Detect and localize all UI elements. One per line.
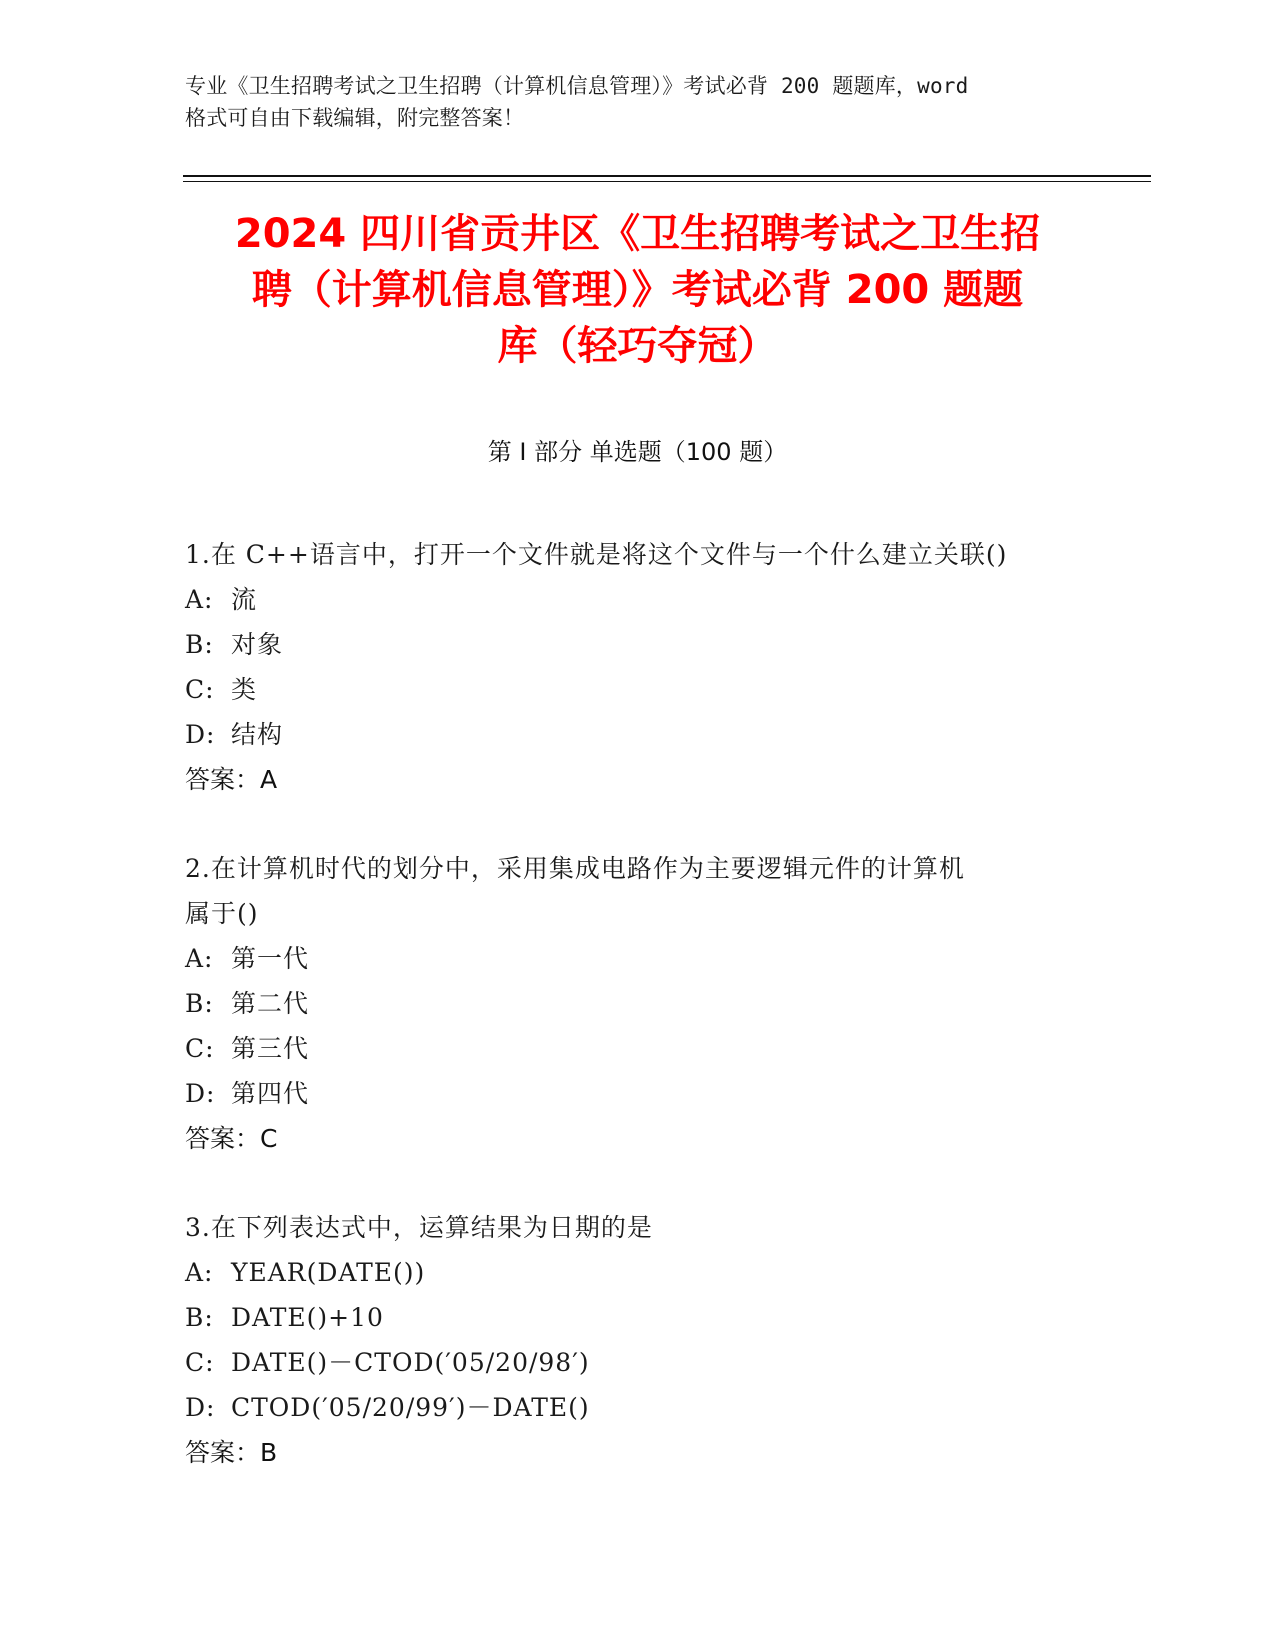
title-line: 2024 四川省贡井区《卫生招聘考试之卫生招 <box>234 211 1041 257</box>
header-note <box>185 70 1085 134</box>
question-stem-line: 1.在 C++语言中，打开一个文件就是将这个文件与一个什么建立关联() <box>185 540 1008 569</box>
question-stem-line: 2.在计算机时代的划分中，采用集成电路作为主要逻辑元件的计算机 <box>185 854 965 883</box>
option-text: 类 <box>231 675 258 704</box>
option-c <box>185 667 1085 712</box>
option-d <box>185 712 1085 757</box>
header-divider-thin <box>183 181 1151 182</box>
option-text: 第二代 <box>231 989 310 1018</box>
option-letter: A: <box>185 1258 214 1287</box>
question-stem <box>185 846 1085 936</box>
option-text: YEAR(DATE()) <box>231 1258 426 1287</box>
header-note-line: 格式可自由下载编辑，附完整答案！ <box>185 106 525 130</box>
option-letter: A: <box>185 585 214 614</box>
option-c <box>185 1340 1085 1385</box>
question-stem-line: 3.在下列表达式中，运算结果为日期的是 <box>185 1213 653 1242</box>
title-line: 聘（计算机信息管理）》考试必背 200 题题 <box>251 267 1024 313</box>
option-letter: B: <box>185 1303 214 1332</box>
option-b <box>185 981 1085 1026</box>
header-note-line: 专业《卫生招聘考试之卫生招聘（计算机信息管理）》考试必背 200 题题库，word <box>185 74 969 98</box>
title-line: 库（轻巧夺冠） <box>497 323 778 369</box>
option-letter: C: <box>185 1034 215 1063</box>
option-text: 第三代 <box>231 1034 310 1063</box>
option-letter: A: <box>185 944 214 973</box>
option-text: CTOD(′05/20/99′)－DATE() <box>231 1393 590 1422</box>
option-text: DATE()+10 <box>231 1303 384 1332</box>
option-b <box>185 1295 1085 1340</box>
document-title <box>150 206 1125 374</box>
section-heading: 第 I 部分 单选题（100 题） <box>487 438 788 466</box>
option-text: 对象 <box>231 630 284 659</box>
answer: 答案：C <box>185 1124 278 1153</box>
option-text: 第四代 <box>231 1079 310 1108</box>
option-a <box>185 577 1085 622</box>
option-text: DATE()－CTOD(′05/20/98′) <box>231 1348 590 1377</box>
question-1 <box>185 532 1085 802</box>
question-3 <box>185 1205 1085 1475</box>
option-letter: C: <box>185 1348 215 1377</box>
option-letter: D: <box>185 720 216 749</box>
option-letter: C: <box>185 675 215 704</box>
option-text: 第一代 <box>231 944 310 973</box>
option-b <box>185 622 1085 667</box>
option-d <box>185 1385 1085 1430</box>
option-d <box>185 1071 1085 1116</box>
option-c <box>185 1026 1085 1071</box>
question-stem-line: 属于() <box>185 899 259 928</box>
question-stem <box>185 532 1085 577</box>
option-letter: D: <box>185 1079 216 1108</box>
option-text: 流 <box>231 585 258 614</box>
option-letter: D: <box>185 1393 216 1422</box>
option-letter: B: <box>185 630 214 659</box>
question-stem <box>185 1205 1085 1250</box>
question-2 <box>185 846 1085 1161</box>
option-a <box>185 1250 1085 1295</box>
option-text: 结构 <box>231 720 284 749</box>
option-letter: B: <box>185 989 214 1018</box>
option-a <box>185 936 1085 981</box>
answer: 答案：A <box>185 765 278 794</box>
header-divider-thick <box>183 175 1151 177</box>
answer: 答案：B <box>185 1438 278 1467</box>
